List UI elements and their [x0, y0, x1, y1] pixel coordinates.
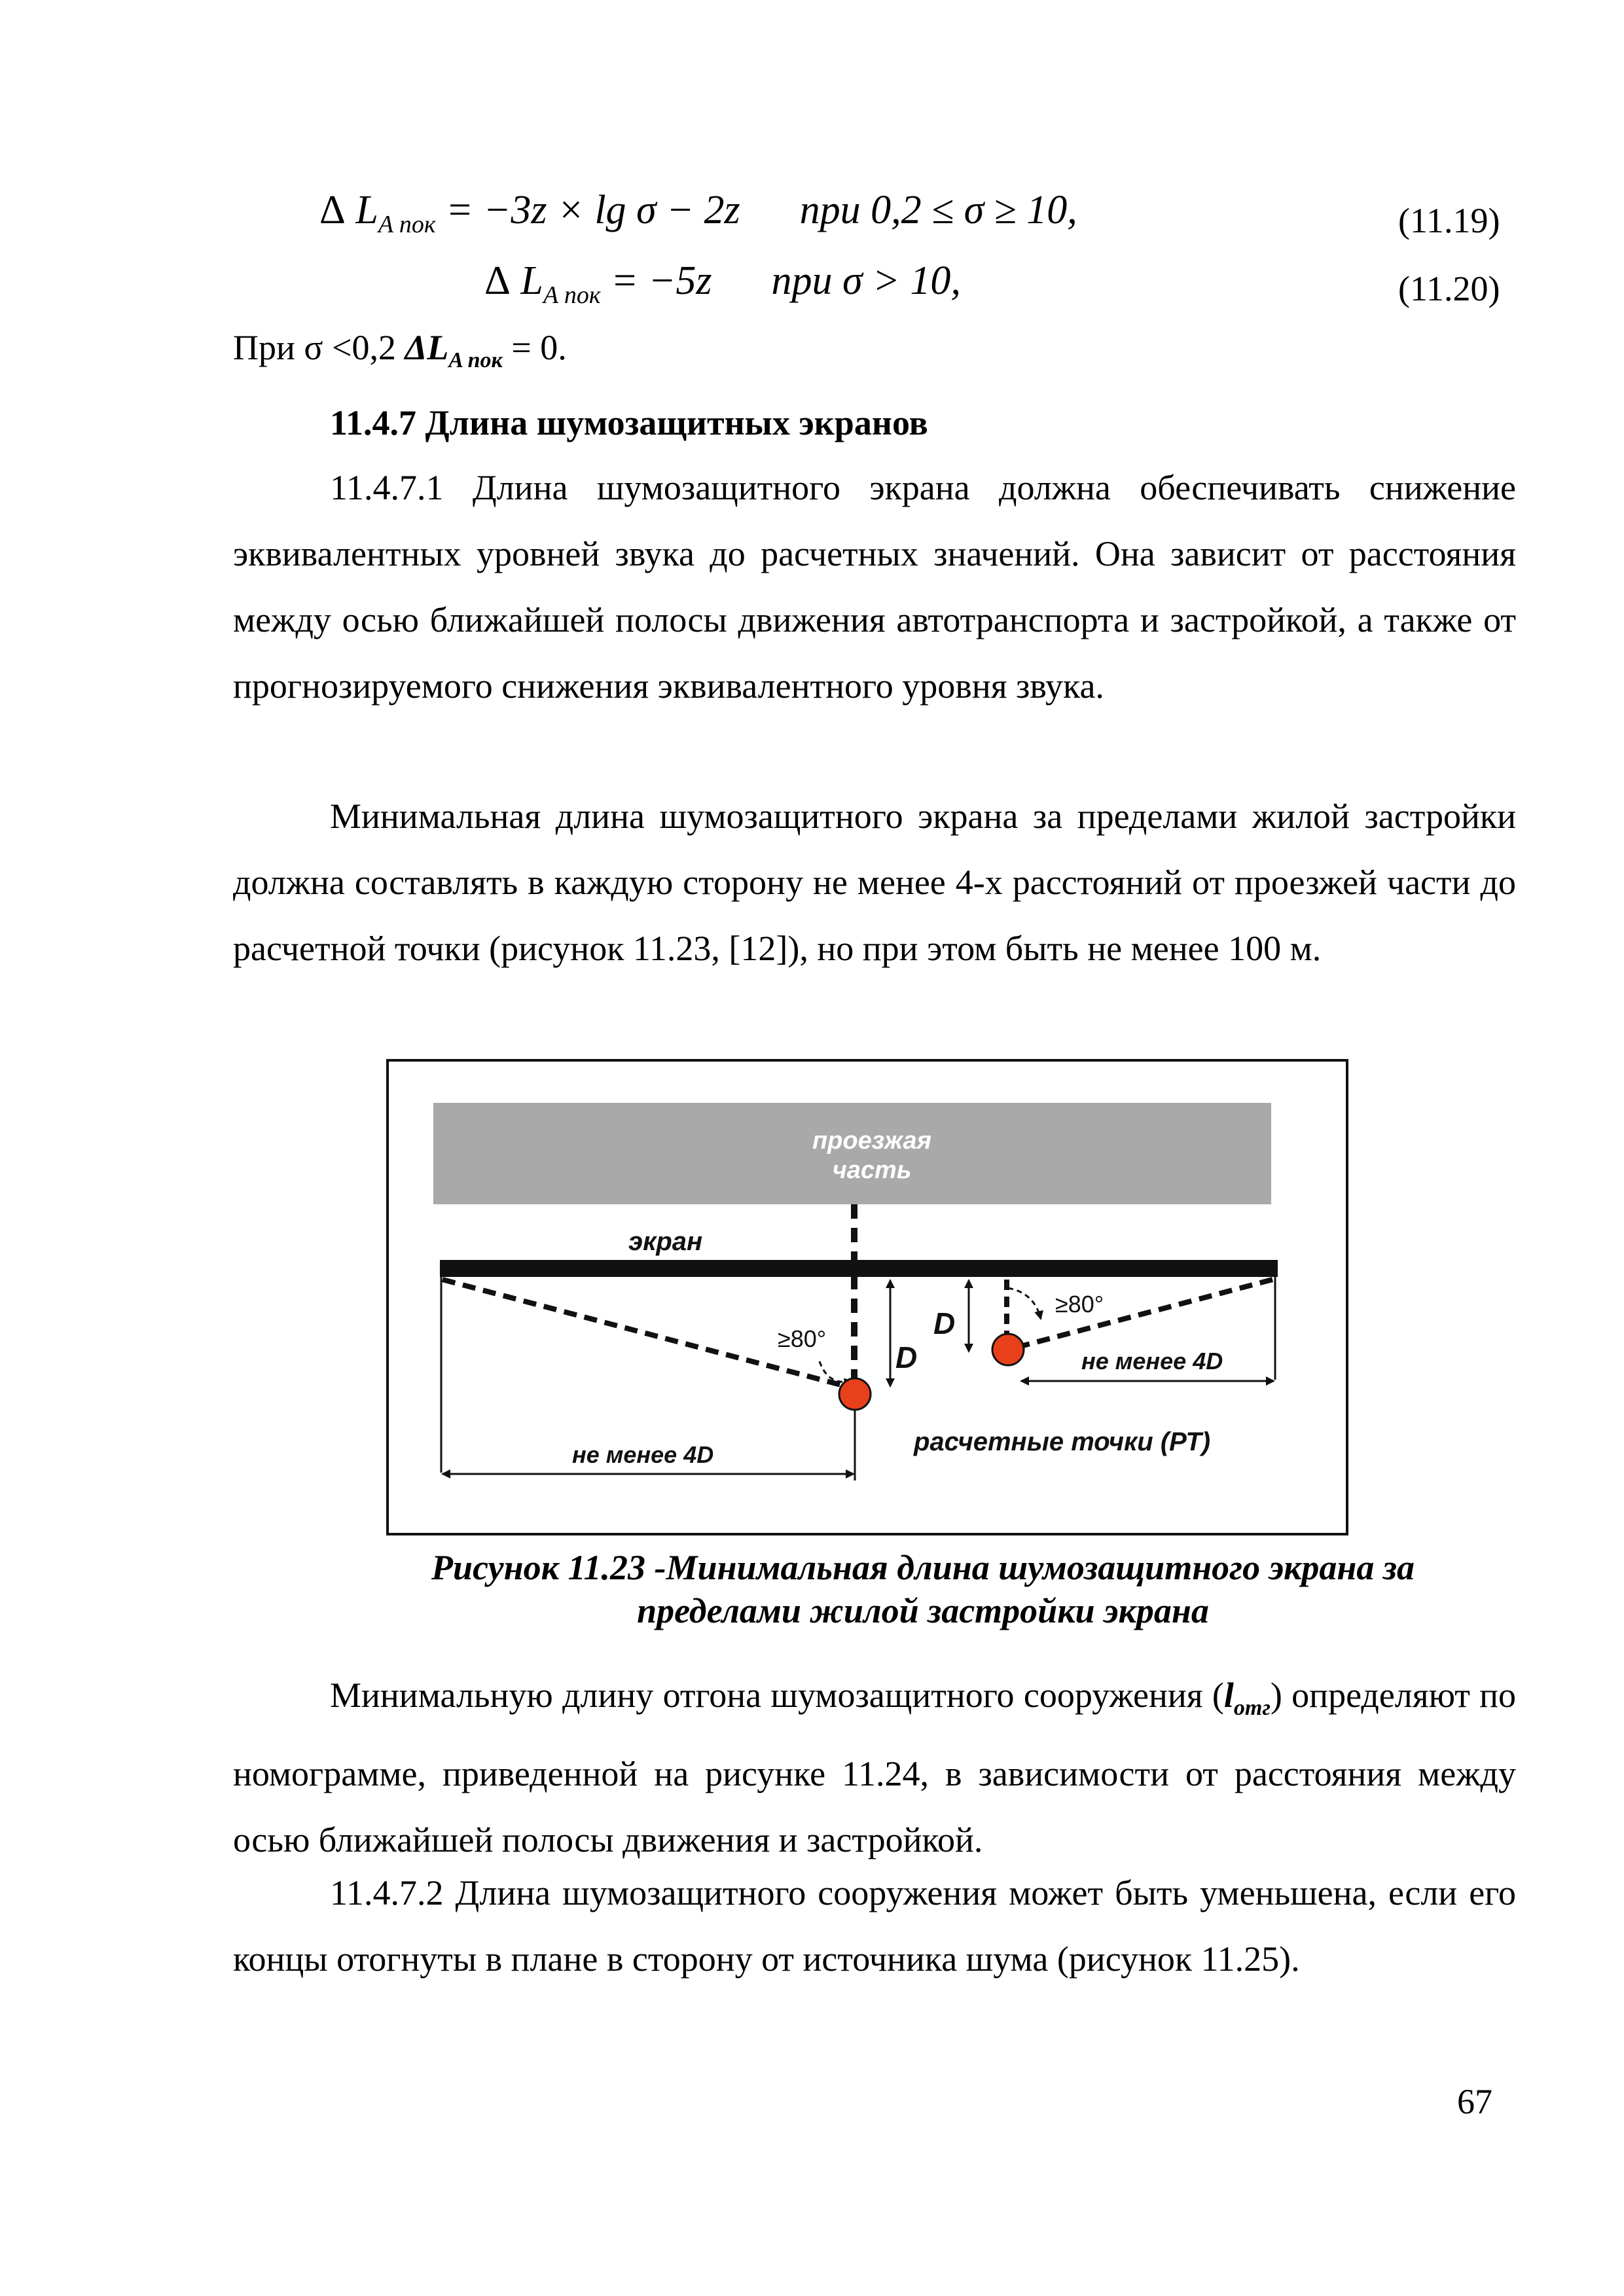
paragraph-run-out-length	[233, 1662, 1516, 1873]
d-label-left: D	[895, 1340, 918, 1374]
paragraph-text: 11.4.7.2 Длина шумозащитного сооружения может быть уменьшена, если его концы отогнуты в плане в сторону от источника шума (рисунок 11.25).	[233, 1873, 1516, 1979]
equation-number-11-20: (11.20)	[1398, 269, 1500, 308]
figure-caption	[367, 1546, 1479, 1632]
eq-condition: при 0,2 ≤ σ ≥ 10,	[799, 188, 1077, 232]
symbol-sub: отг	[1233, 1695, 1271, 1720]
calc-point-left	[839, 1378, 871, 1410]
angle-label-left: ≥80°	[778, 1325, 827, 1352]
caption-line-1: Рисунок 11.23 -Минимальная длина шумозащитного экрана за	[431, 1548, 1415, 1587]
sightline-right	[1008, 1280, 1272, 1350]
paragraph-11-4-7-2	[233, 1860, 1516, 1992]
angle-arc-left	[820, 1361, 852, 1382]
road-label-line2: часть	[832, 1157, 912, 1184]
min-length-label-right: не менее 4D	[1081, 1348, 1223, 1374]
paragraph-text-after: ) определяют по номограмме, приведенной на рисунке 11.24, в зависимости от расстояния между осью ближайшей полосы движения и застройкой.	[233, 1676, 1516, 1859]
note-delta-l: ΔL	[405, 328, 449, 367]
min-length-label-left: не менее 4D	[572, 1441, 714, 1468]
eq-lhs-l: L	[355, 188, 378, 232]
road-label-line1: проезжая	[812, 1127, 932, 1155]
paragraph-text: 11.4.7.1 Длина шумозащитного экрана должна обеспечивать снижение эквивалентных уровней звука до расчетных значений. Она зависит от расстояния между осью ближайшей полосы движения автотранспорта и застройкой, а также от прогнозируемого снижения эквивалентного уровня звука.	[233, 468, 1516, 706]
delta-symbol: Δ	[484, 259, 511, 303]
note-prefix: При σ <0,2	[233, 328, 405, 367]
symbol-l: l	[1223, 1676, 1234, 1715]
page-number: 67	[1457, 2082, 1492, 2121]
screen-label: экран	[628, 1227, 703, 1256]
d-label-right: D	[933, 1306, 956, 1340]
calc-point-right	[992, 1334, 1024, 1365]
noise-screen	[440, 1260, 1278, 1277]
section-heading: 11.4.7 Длина шумозащитных экранов	[330, 403, 928, 442]
caption-line-2: пределами жилой застройки экрана	[637, 1591, 1209, 1630]
eq-rhs: = −3z × lg σ − 2z	[446, 188, 740, 232]
angle-arc-right	[1008, 1288, 1041, 1319]
eq-lhs-sub: A пок	[378, 211, 436, 238]
equation-number-11-19: (11.19)	[1398, 201, 1500, 240]
calc-points-label: расчетные точки (РТ)	[914, 1427, 1211, 1456]
eq-lhs-l: L	[520, 259, 543, 303]
note-sub: A пок	[448, 348, 503, 372]
eq-rhs: = −5z	[611, 259, 712, 303]
paragraph-text-before: Минимальную длину отгона шумозащитного сооружения (	[330, 1676, 1224, 1715]
delta-symbol: Δ	[319, 188, 346, 232]
angle-label-right: ≥80°	[1055, 1291, 1104, 1318]
paragraph-text: Минимальная длина шумозащитного экрана за пределами жилой застройки должна составлять в каждую сторону не менее 4-х расстояний от проезжей части до расчетной точки (рисунок 11.23, [12]), но при этом быть не менее 100 м.	[233, 797, 1516, 968]
note-suffix: = 0.	[502, 328, 567, 367]
eq-lhs-sub: A пок	[543, 281, 601, 309]
eq-condition: при σ > 10,	[771, 259, 961, 303]
